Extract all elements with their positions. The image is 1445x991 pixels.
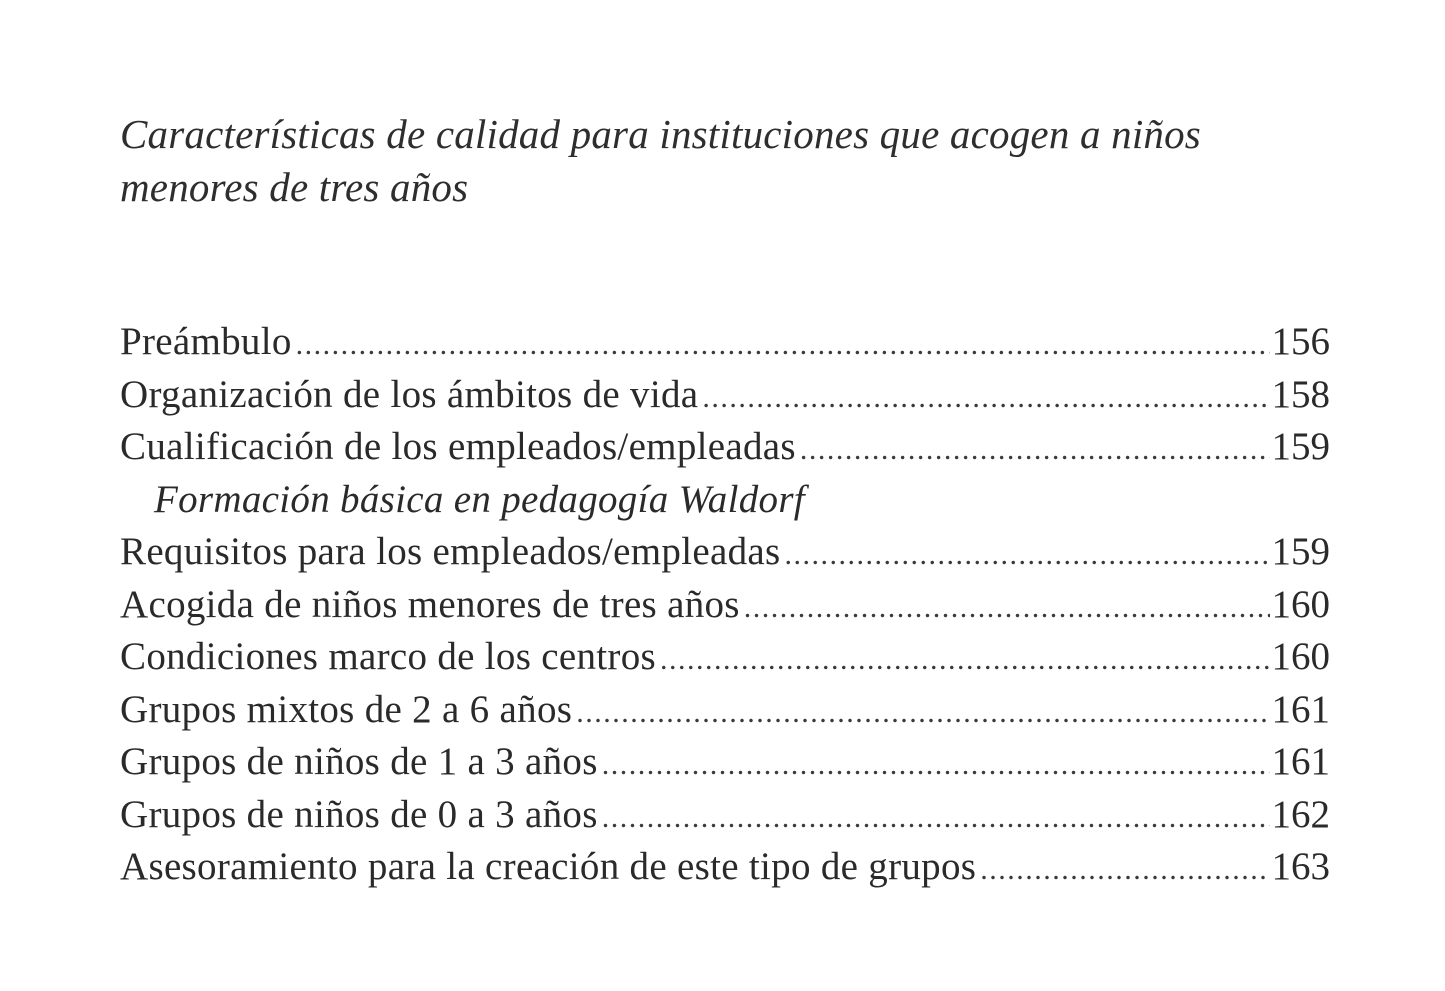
toc-entry-label: Asesoramiento para la creación de este tipo de grupos <box>120 845 977 888</box>
toc-page-number: 159 <box>1271 530 1330 573</box>
toc-entry-label: Requisitos para los empleados/empleadas <box>120 530 781 573</box>
toc-entry-label: Grupos de niños de 1 a 3 años <box>120 740 598 783</box>
toc-dot-leader <box>800 424 1270 477</box>
toc-dot-leader <box>576 687 1269 740</box>
toc-entry-label: Preámbulo <box>120 320 292 363</box>
toc-entry-acogida <box>120 579 1330 632</box>
toc-dot-leader <box>602 792 1270 845</box>
toc-entry-label: Organización de los ámbitos de vida <box>120 372 699 416</box>
toc-dot-leader <box>702 372 1269 425</box>
toc-entry-grupos-mixtos <box>120 684 1330 737</box>
table-of-contents <box>120 316 1330 894</box>
toc-page-number: 160 <box>1271 635 1330 678</box>
heading-line-2: menores de tres años <box>120 164 469 210</box>
toc-entry-label: Grupos mixtos de 2 a 6 años <box>120 687 573 731</box>
toc-dot-leader <box>660 634 1270 687</box>
toc-entry-condiciones <box>120 631 1330 684</box>
toc-page-number: 159 <box>1271 425 1330 468</box>
toc-page-number: 156 <box>1271 320 1330 363</box>
toc-entry-label: Condiciones marco de los centros <box>120 635 656 678</box>
toc-dot-leader <box>980 844 1269 897</box>
toc-page-number: 158 <box>1271 372 1330 416</box>
toc-entry-requisitos <box>120 526 1330 579</box>
toc-entry-grupos-1-3 <box>120 736 1330 789</box>
toc-entry-preambulo <box>120 316 1330 369</box>
toc-entry-label: Grupos de niños de 0 a 3 años <box>120 792 598 836</box>
toc-page-number: 161 <box>1271 740 1330 783</box>
toc-page-number: 163 <box>1271 845 1330 888</box>
toc-dot-leader <box>602 739 1270 792</box>
heading-line-1: Características de calidad para instituciones que acogen a niños <box>120 111 1201 157</box>
toc-page-number: 162 <box>1271 792 1330 836</box>
toc-entry-label: Cualificación de los empleados/empleadas <box>120 425 796 468</box>
toc-subheading-label: Formación básica en pedagogía Waldorf <box>154 477 805 521</box>
toc-entry-asesoramiento <box>120 841 1330 894</box>
toc-page-number: 161 <box>1271 687 1330 731</box>
toc-entry-label: Acogida de niños menores de tres años <box>120 582 740 626</box>
toc-entry-organizacion <box>120 369 1330 422</box>
section-heading <box>120 108 1300 214</box>
toc-dot-leader <box>744 582 1270 635</box>
toc-entry-cualificacion <box>120 421 1330 474</box>
toc-entry-grupos-0-3 <box>120 789 1330 842</box>
toc-dot-leader <box>296 319 1270 372</box>
toc-page-number: 160 <box>1271 582 1330 626</box>
toc-subheading-formacion <box>120 474 1330 527</box>
toc-dot-leader <box>784 529 1269 582</box>
